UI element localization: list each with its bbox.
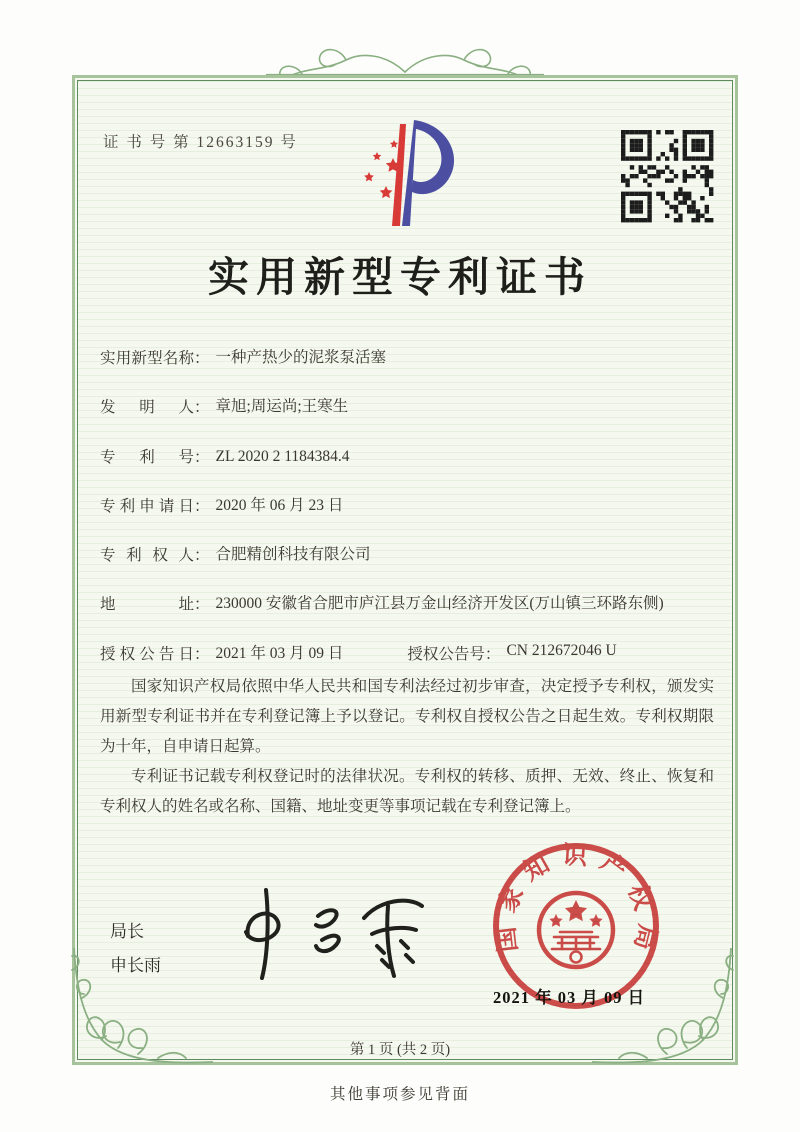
field-label: 发明人 [100, 399, 194, 417]
commissioner-signature [222, 884, 427, 984]
fields-section [100, 346, 716, 665]
field-value: 2020 年 06 月 23 日 [215, 496, 344, 514]
qr-code [621, 130, 717, 224]
cnipa-logo-icon [344, 114, 466, 230]
field-row-patent-number [100, 445, 716, 468]
field-colon: ： [194, 350, 210, 367]
logo-stars [364, 140, 400, 198]
field-value: 一种产热少的泥浆泵活塞 [215, 349, 387, 366]
field-value: 合肥精创科技有限公司 [215, 546, 371, 563]
grant-number-value: CN 212672046 U [506, 641, 617, 659]
signer-block [110, 915, 161, 983]
signer-title: 局长 [110, 922, 144, 941]
field-colon: ： [194, 448, 210, 466]
grant-date-label: 授权公告日 [100, 645, 194, 663]
legal-paragraph-1: 国家知识产权局依照中华人民共和国专利法经过初步审查，决定授予专利权，颁发实用新型专利证书并在专利登记簿上予以登记。专利权自授权公告之日起生效。专利权期限为十年，自申请日起算。 [100, 678, 714, 755]
field-label: 专利号 [100, 448, 194, 466]
field-row-inventors [100, 395, 716, 418]
field-colon: ： [194, 547, 210, 564]
field-label: 地址 [100, 596, 194, 614]
certificate-title: 实用新型专利证书 [208, 254, 592, 300]
field-row-grant [100, 642, 716, 665]
field-colon: ： [194, 596, 210, 614]
field-label: 专利申请日 [100, 497, 194, 515]
field-row-patentee [100, 543, 716, 566]
field-value: ZL 2020 2 1184384.4 [215, 447, 350, 465]
field-label: 专利权人 [100, 547, 194, 564]
field-row-address [100, 592, 716, 615]
grant-date-value: 2021 年 03 月 09 日 [215, 644, 344, 662]
seal-text: 国家知识产权局 [491, 842, 661, 964]
field-colon: ： [194, 497, 210, 515]
page-number: 第 1 页 (共 2 页) [349, 1042, 451, 1058]
seal-date: 2021 年 03 月 09 日 [493, 988, 646, 1007]
logo-p-shape [402, 120, 454, 226]
legal-paragraph-2: 专利证书记载专利权登记时的法律状况。专利权的转移、质押、无效、终止、恢复和专利权人的姓名或名称、国籍、地址变更等事项记载在专利登记簿上。 [100, 768, 714, 815]
field-value: 章旭;周运尚;王寒生 [215, 398, 349, 416]
grant-number-pair [407, 642, 616, 664]
back-side-note: 其他事项参见背面 [329, 1086, 470, 1103]
grant-number-label: 授权公告号 [407, 645, 485, 663]
signer-name: 申长雨 [110, 956, 161, 975]
field-row-name [100, 346, 716, 369]
field-row-filing-date [100, 494, 716, 517]
field-label: 实用新型名称 [100, 350, 194, 367]
field-colon: ： [484, 645, 501, 663]
field-value: 230000 安徽省合肥市庐江县万金山经济开发区(万山镇三环路东侧) [215, 595, 664, 613]
field-colon: ： [194, 399, 210, 417]
seal-national-emblem [539, 893, 613, 967]
certificate-number: 证 书 号 第 12663159 号 [103, 134, 298, 151]
legal-text-section [100, 672, 714, 822]
field-colon: ： [194, 645, 210, 663]
